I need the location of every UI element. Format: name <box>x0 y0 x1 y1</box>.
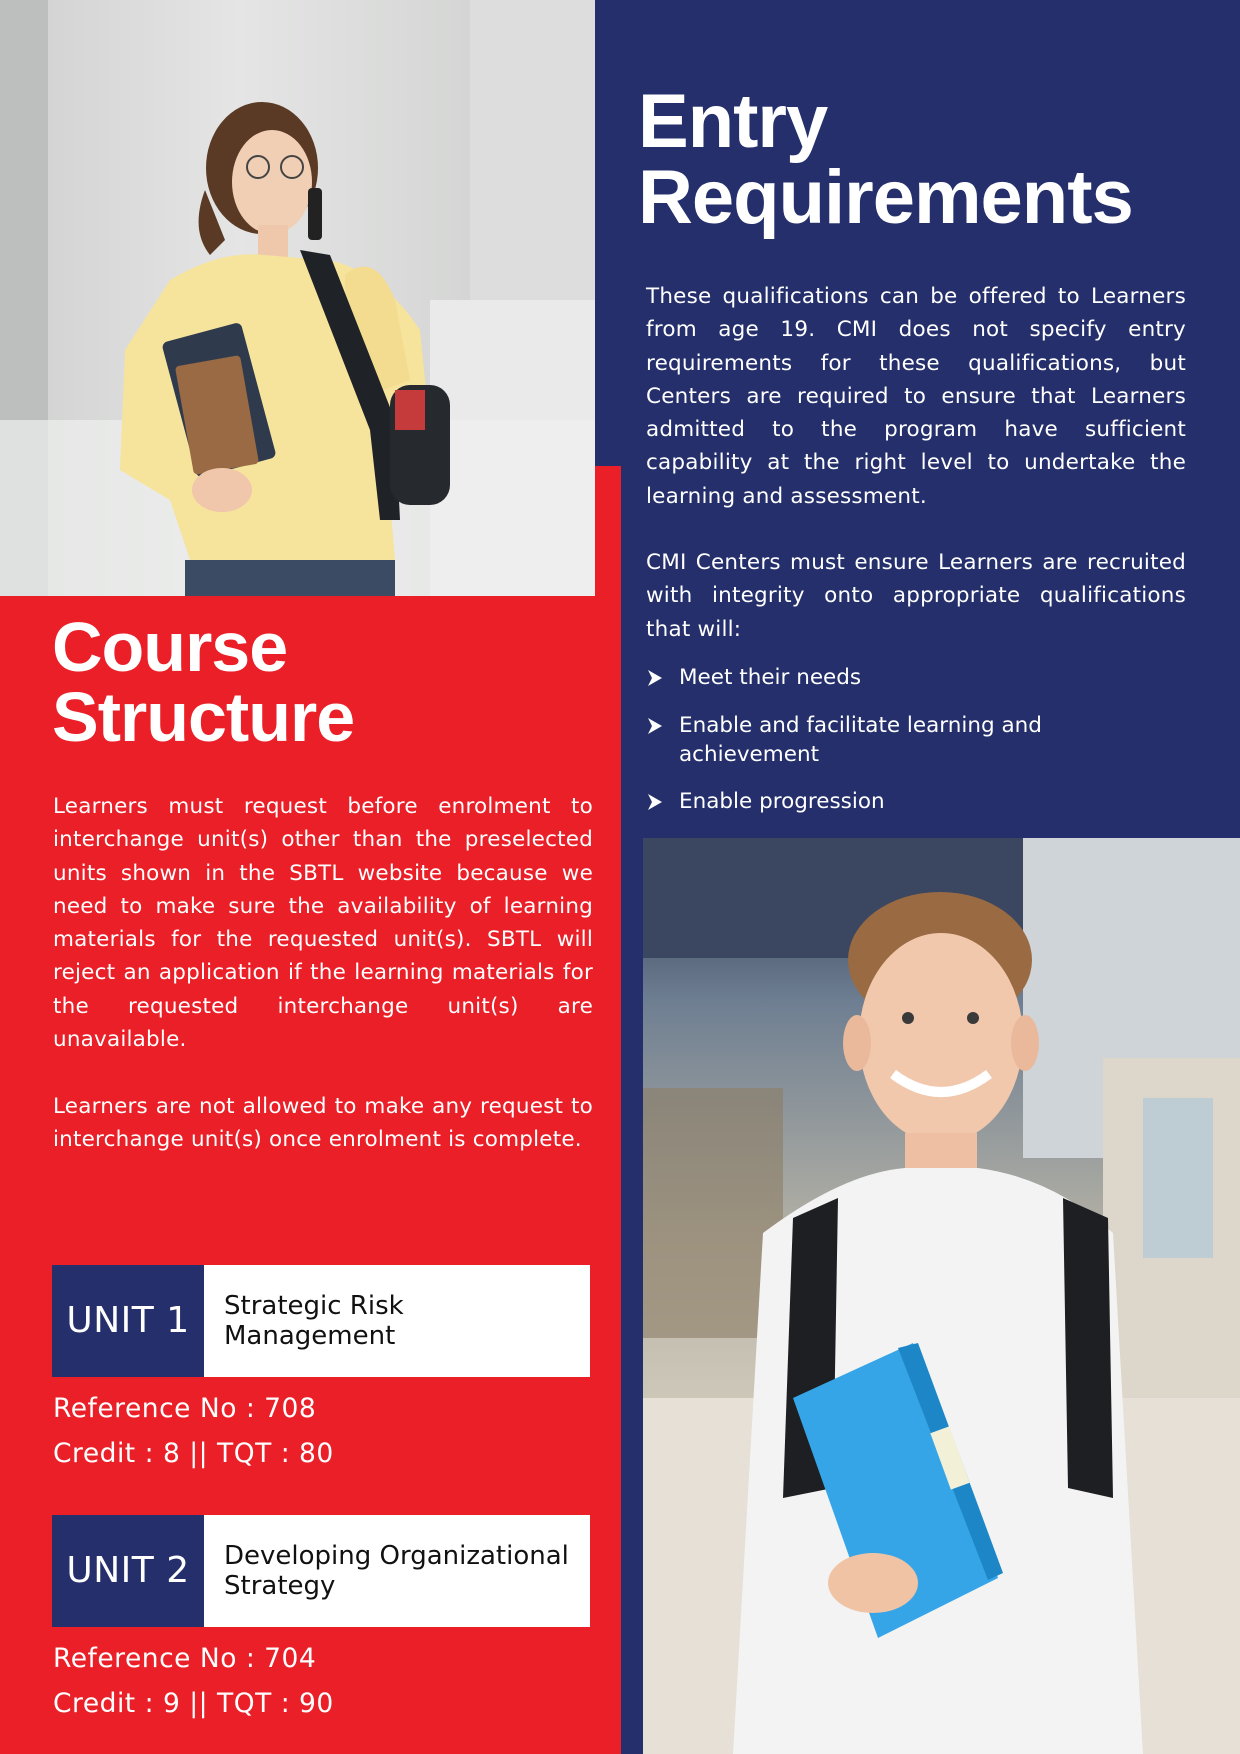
course-structure-paragraph-2: Learners are not allowed to make any request to interchange unit(s) once enrolment is complete. <box>53 1094 593 1153</box>
unit-name-line2: Management <box>224 1321 396 1351</box>
course-structure-heading-line2: Structure <box>52 678 355 756</box>
entry-requirements-paragraph-1: These qualifications can be offered to Learners from age 19. CMI does not specify entry requirements for these qualifications, but Centers are required to ensure that Learners admitted to the program have sufficient capability at the right level to undertake the learning and assessment. <box>646 284 1186 509</box>
red-accent-strip <box>595 466 621 596</box>
bullet-text: Enable and facilitate learning and achievement <box>679 713 1042 767</box>
list-item <box>646 663 1186 692</box>
entry-requirements-heading-line1: Entry <box>638 79 828 164</box>
unit-name-line2: Strategy <box>224 1571 336 1601</box>
unit-name <box>224 1541 584 1601</box>
entry-requirements-heading <box>638 79 1198 240</box>
student-with-phone-photo <box>0 0 595 596</box>
list-item <box>646 711 1186 769</box>
course-structure-heading <box>52 608 592 756</box>
unit-card <box>52 1515 590 1627</box>
chevron-right-icon <box>646 669 664 687</box>
course-structure-heading-line1: Course <box>52 608 288 686</box>
unit-reference-number: Reference No : 704 <box>53 1643 317 1674</box>
unit-name-line1: Strategic Risk <box>224 1291 404 1321</box>
entry-requirements-paragraph-2: CMI Centers must ensure Learners are recruited with integrity onto appropriate qualifications that will: <box>646 550 1186 642</box>
list-item <box>646 787 1186 816</box>
bullet-text: Meet their needs <box>679 665 862 690</box>
chevron-right-icon <box>646 793 664 811</box>
chevron-right-icon <box>646 717 664 735</box>
unit-number-badge: UNIT 1 <box>52 1265 204 1377</box>
unit-card <box>52 1265 590 1377</box>
unit-name <box>224 1291 584 1351</box>
bullet-text: Enable progression <box>679 789 885 814</box>
unit-credit-tqt: Credit : 9 || TQT : 90 <box>53 1688 334 1719</box>
entry-requirements-heading-line2: Requirements <box>638 155 1133 240</box>
unit-reference-number: Reference No : 708 <box>53 1393 317 1424</box>
unit-name-line1: Developing Organizational <box>224 1541 569 1571</box>
student-with-folder-photo <box>643 838 1240 1754</box>
unit-number-badge: UNIT 2 <box>52 1515 204 1627</box>
unit-credit-tqt: Credit : 8 || TQT : 80 <box>53 1438 334 1469</box>
course-structure-paragraph-1: Learners must request before enrolment to interchange unit(s) other than the preselected units shown in the SBTL website because we need to make sure the availability of learning materials for the requested unit(s). SBTL will reject an application if the learning materials for the requested interchange unit(s) are unavailable. <box>53 794 593 1053</box>
